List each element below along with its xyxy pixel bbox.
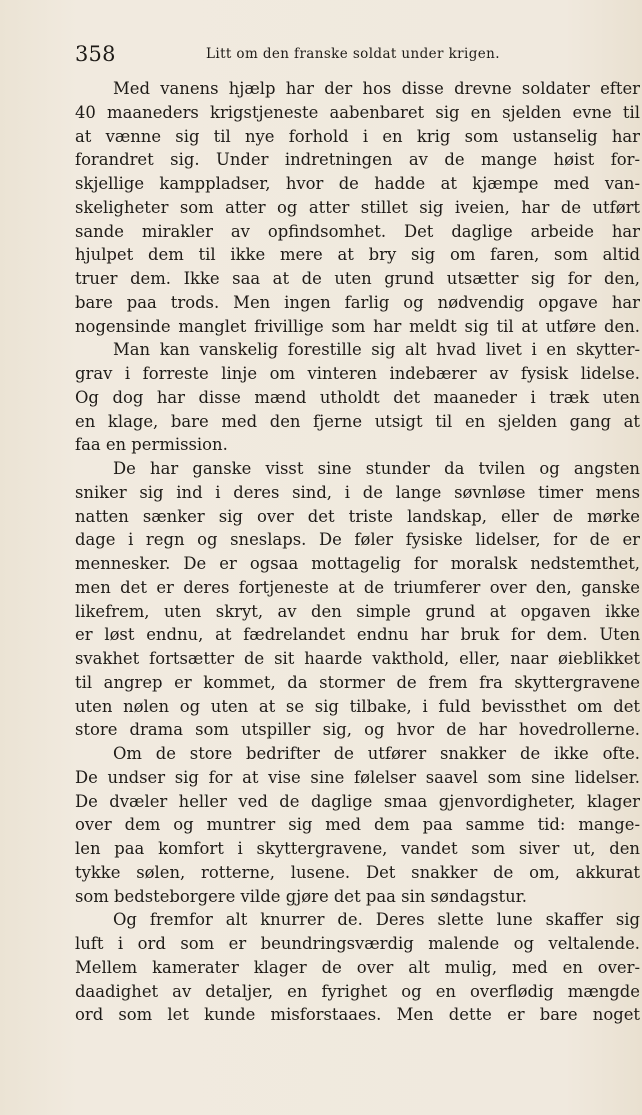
text-line: over dem og muntrer sig med dem paa samme tid: mange-: [75, 815, 640, 835]
text-line: uten nølen og uten at se sig tilbake, i fuld bevissthet om det: [75, 696, 640, 716]
running-title: Litt om den franske soldat under krigen.: [206, 46, 500, 62]
text-line: luft i ord som er beundringsværdig malende og veltalende.: [75, 934, 640, 953]
text-line: Mellem kamerater klager de over alt mulig, med en over-: [75, 957, 640, 977]
text-line: at vænne sig til nye forhold i en krig som ustanselig har: [75, 126, 640, 146]
text-line: hjulpet dem til ikke mere at bry sig om faren, som altid: [75, 245, 640, 265]
text-line: likefrem, uten skryt, av den simple grund at opgaven ikke: [75, 601, 640, 621]
text-line: forandret sig. Under indretningen av de mange høist for-: [75, 150, 640, 170]
page-header: [75, 38, 640, 70]
text-line: mennesker. De er ogsaa mottagelig for moralsk nedstemthet,: [75, 554, 640, 573]
text-line: er løst endnu, at fædrelandet endnu har bruk for dem. Uten: [75, 625, 640, 645]
text-line: men det er deres fortjeneste at de triumferer over den, ganske: [75, 577, 640, 597]
text-line: De undser sig for at vise sine følelser saavel som sine lidelser.: [75, 767, 640, 787]
text-line: De dvæler heller ved de daglige smaa gjenvordigheter, klager: [75, 791, 640, 811]
paragraph: [75, 742, 640, 908]
text-line: De har ganske visst sine stunder da tvilen og angsten: [113, 459, 640, 478]
text-line: ord som let kunde misforstaaes. Men dette er bare noget: [75, 1005, 640, 1025]
text-line: 40 maaneders krigstjeneste aabenbaret sig en sjelden evne til: [75, 102, 640, 122]
text-line: Og dog har disse mænd utholdt det maaneder i træk uten: [75, 387, 640, 407]
text-line: svakhet fortsætter de sit haarde vakthold, eller, naar øieblikket: [75, 649, 640, 668]
text-line: dage i regn og sneslaps. De føler fysiske lidelser, for de er: [75, 530, 640, 550]
text-line: store drama som utspiller sig, og hvor de har hovedrollerne.: [75, 720, 640, 740]
text-line: til angrep er kommet, da stormer de frem fra skyttergravene: [75, 672, 640, 692]
text-line: bare paa trods. Men ingen farlig og nødvendig opgave har: [75, 292, 640, 312]
paragraph: [75, 77, 640, 338]
text-line: sniker sig ind i deres sind, i de lange søvnløse timer mens: [75, 482, 640, 502]
paragraph: [75, 457, 640, 742]
text-line: Man kan vanskelig forestille sig alt hvad livet i en skytter-: [113, 340, 640, 360]
text-line: daadighet av detaljer, en fyrighet og en overflødig mængde: [75, 981, 640, 1001]
text-line: natten sænker sig over det triste landskap, eller de mørke: [75, 506, 640, 526]
text-line: truer dem. Ikke saa at de uten grund utsætter sig for den,: [75, 269, 640, 288]
text-line: en klage, bare med den fjerne utsigt til en sjelden gang at: [75, 411, 640, 431]
body-text: [75, 77, 640, 1027]
paragraph: [75, 908, 640, 1027]
text-line: tykke sølen, rotterne, lusene. Det snakker de om, akkurat: [75, 862, 640, 882]
text-line: nogensinde manglet frivillige som har meldt sig til at utføre den.: [75, 316, 640, 336]
text-line: skeligheter som atter og atter stillet sig iveien, har de utført: [75, 197, 640, 217]
text-line: Med vanens hjælp har der hos disse drevne soldater efter: [113, 79, 640, 98]
text-line: Om de store bedrifter de utfører snakker de ikke ofte.: [113, 744, 640, 763]
text-line: grav i forreste linje om vinteren indebærer av fysisk lidelse.: [75, 364, 640, 383]
paragraph: [75, 338, 640, 457]
text-line: sande mirakler av opfindsomhet. Det daglige arbeide har: [75, 221, 640, 241]
text-line: skjellige kamppladser, hvor de hadde at kjæmpe med van-: [75, 174, 640, 193]
page-number: 358: [75, 42, 116, 66]
text-line: faa en permission.: [75, 435, 228, 455]
text-line: som bedsteborgere vilde gjøre det paa sin søndagstur.: [75, 886, 527, 906]
text-line: Og fremfor alt knurrer de. Deres slette lune skaffer sig: [113, 910, 640, 930]
text-line: len paa komfort i skyttergravene, vandet som siver ut, den: [75, 839, 640, 858]
